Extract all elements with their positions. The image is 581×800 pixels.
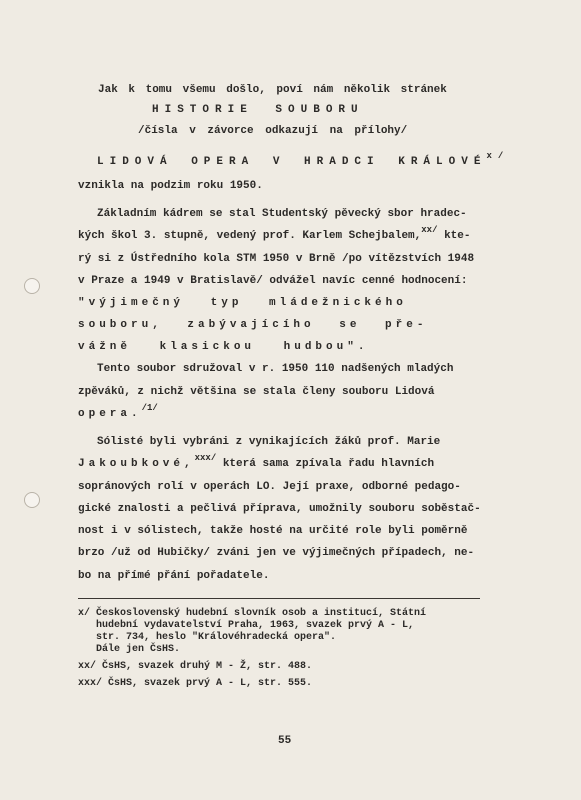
- footnote-line: x/ Československý hudební slovník osob a institucí, Státní: [78, 608, 427, 619]
- body-line: v Praze a 1949 v Bratislavě/ odvážel navíc cenné hodnocení:: [78, 275, 468, 287]
- body-line: Sólisté byli vybráni z vynikajících žáků prof. Marie: [97, 436, 441, 448]
- body-line: vznikla na podzim roku 1950.: [78, 180, 263, 192]
- footnote-line: xx/ ČsHS, svazek druhý M - Ž, str. 488.: [78, 661, 313, 672]
- body-line: bo na přímé přání pořadatele.: [78, 570, 270, 582]
- body-line: rý si z Ústředního kola STM 1950 v Brně /po vítězstvích 1948: [78, 253, 475, 265]
- body-text: která sama zpívala řadu hlavních: [216, 458, 435, 470]
- body-line: "výjimečný typ mládežnického: [78, 297, 407, 309]
- body-line: sopránových rolí v operách LO. Její praxe, odborné pedago-: [78, 481, 461, 493]
- history-heading: HISTORIE SOUBORU: [152, 104, 364, 116]
- footnote-line: xxx/ ČsHS, svazek prvý A - L, str. 555.: [78, 678, 313, 689]
- body-line: Základním kádrem se stal Studentský pěvecký sbor hradec-: [97, 208, 467, 220]
- body-text: kých škol 3. stupně, vedený prof. Karlem Schejbalem,: [78, 230, 422, 242]
- body-line: Tento soubor sdružoval v r. 1950 110 nadšených mladých: [97, 363, 454, 375]
- body-line: [78, 403, 158, 421]
- body-line: brzo /už od Hubičky/ zváni jen ve výjimečných případech, ne-: [78, 547, 475, 559]
- footnote-line: Dále jen ČsHS.: [78, 644, 181, 655]
- main-title-text: LIDOVÁ OPERA V HRADCI KRÁLOVÉ: [97, 156, 487, 168]
- body-text: kte-: [437, 230, 471, 242]
- footnote-mark: xxx/: [194, 453, 217, 463]
- footnote-mark: /1/: [141, 403, 158, 413]
- footnote-mark: x/: [486, 151, 510, 161]
- body-line: [78, 453, 435, 471]
- main-title: [97, 151, 510, 169]
- footnote-line: str. 734, heslo "Královéhradecká opera".: [78, 632, 337, 643]
- note-line: /čísla v závorce odkazují na přílohy/: [138, 125, 408, 137]
- body-line: [78, 225, 471, 243]
- body-line: vážně klasickou hudbou".: [78, 341, 369, 353]
- punch-hole: [24, 278, 40, 294]
- body-line: souboru, zabývajícího se pře-: [78, 319, 428, 331]
- footnote-mark: xx/: [421, 225, 438, 235]
- body-text: opera.: [78, 408, 142, 420]
- punch-hole: [24, 492, 40, 508]
- footnote-divider: [78, 598, 480, 599]
- intro-line: Jak k tomu všemu došlo, poví nám několik stránek: [98, 84, 447, 96]
- page-number: 55: [278, 735, 292, 747]
- body-text: Jakoubkové,: [78, 458, 195, 470]
- body-line: zpěváků, z nichž většina se stala členy souboru Lidová: [78, 386, 435, 398]
- body-line: nost i v sólistech, takže hosté na určité role byli poměrně: [78, 525, 468, 537]
- footnote-line: hudební vydavatelství Praha, 1963, svazek prvý A - L,: [78, 620, 415, 631]
- body-line: gické znalosti a pečlivá příprava, umožnily souboru soběstač-: [78, 503, 481, 515]
